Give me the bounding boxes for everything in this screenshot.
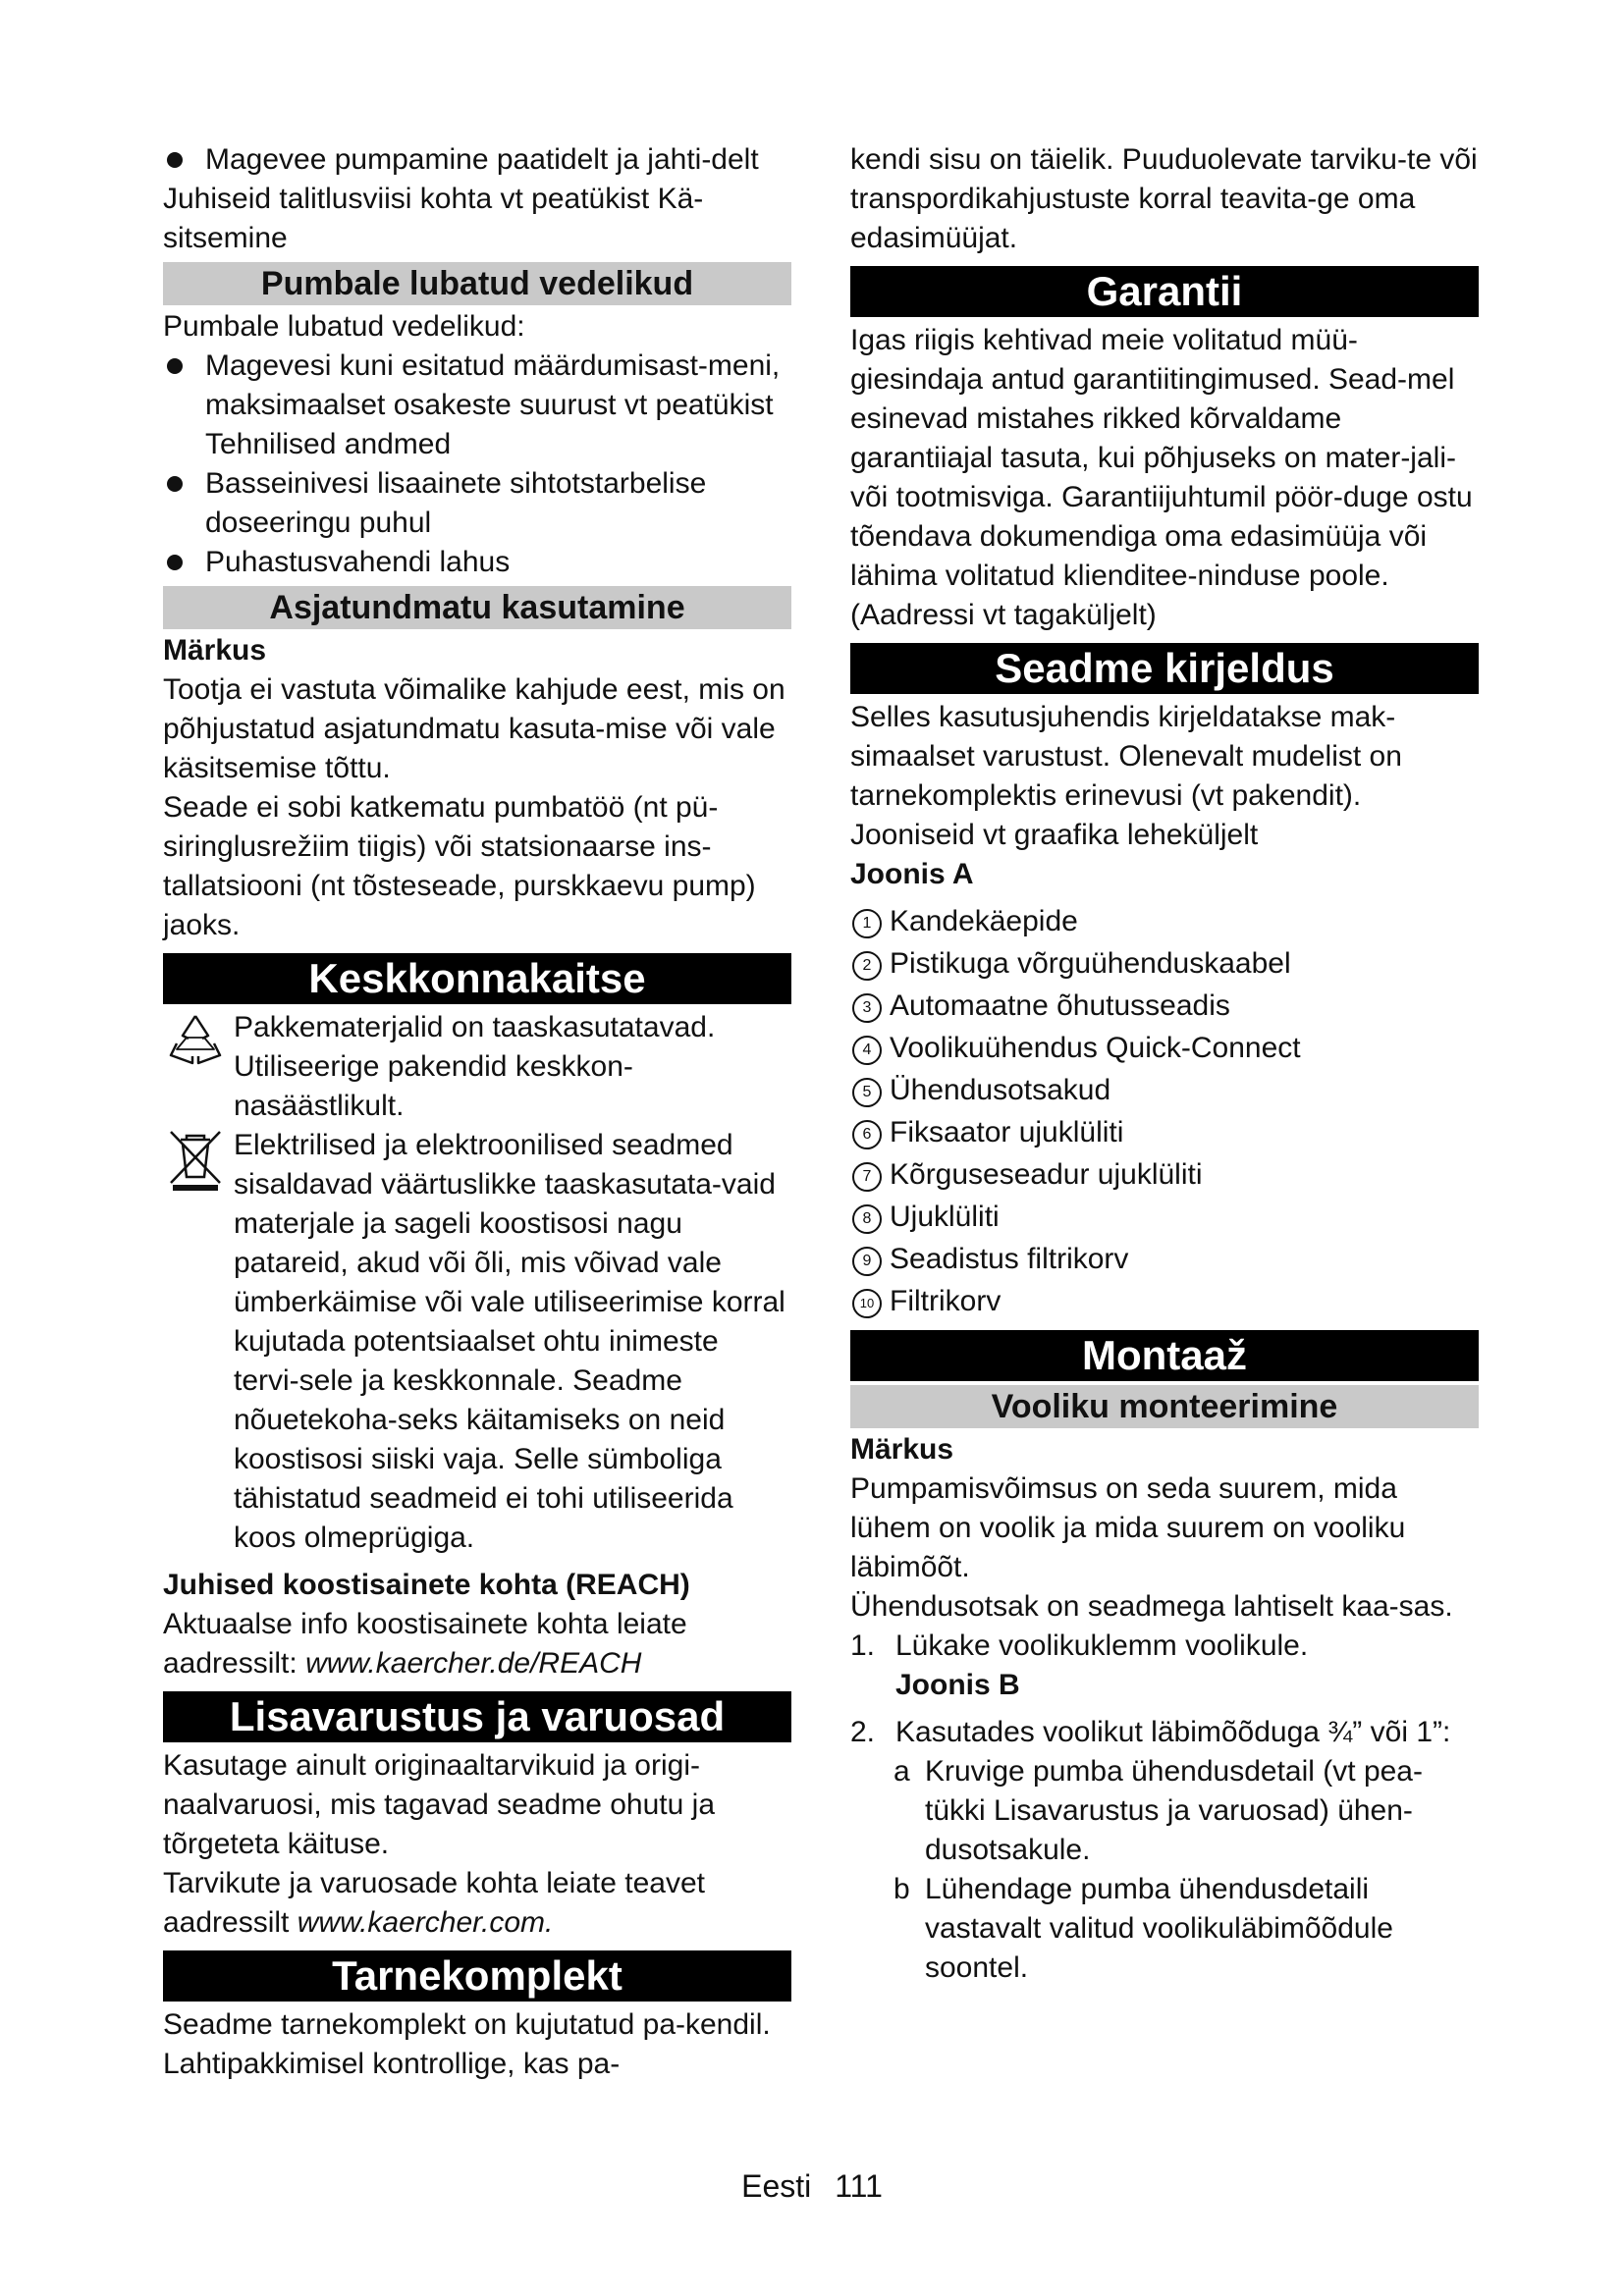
heading-assembly: Montaaž (850, 1330, 1479, 1381)
reach-link[interactable]: www.kaercher.de/REACH (305, 1647, 642, 1680)
crossed-bin-icon (163, 1126, 228, 1191)
part-number: 1 (852, 909, 882, 938)
part-item (850, 1069, 1479, 1111)
accessories-paragraph-1: Kasutage ainult originaaltarvikuid ja origi-naalvaruosi, mis tagavad seadme ohutu ja tõrgeteta käituse. (163, 1749, 716, 1860)
heading-environment: Keskkonnakaitse (163, 953, 791, 1004)
delivery-paragraph-cont: kendi sisu on täielik. Puuduolevate tarviku-te või transpordikahjustuste korral teavita-ge oma edasimüüjat. (850, 143, 1478, 254)
substep-letter: a (893, 1755, 910, 1788)
accessories-paragraph-2 (163, 1864, 791, 1943)
part-label: Filtrikorv (890, 1285, 1001, 1317)
step-number: 2. (850, 1716, 876, 1748)
note-label: Märkus (850, 1433, 954, 1466)
misuse-paragraph-2: Seade ei sobi katkematu pumbatöö (nt pü-siringlusrežiim tiigis) või statsionaarse ins-tallatsiooni (nt tõsteseade, purskkaevu pump) jaoks. (163, 791, 756, 941)
heading-hose-mounting: Vooliku monteerimine (850, 1385, 1479, 1428)
figure-a-label: Joonis A (850, 858, 974, 890)
liquid-item: Puhastusvahendi lahus (163, 543, 791, 582)
parts-list (850, 900, 1479, 1322)
step-text: Lükake voolikuklemm voolikule. (895, 1629, 1309, 1662)
usage-reference: Juhiseid talitlusviisi kohta vt peatükist Kä-sitsemine (163, 183, 704, 254)
substep-text: Kruvige pumba ühendusdetail (vt pea-tükki Lisavarustus ja varuosad) ühen-dusotsakule. (925, 1755, 1423, 1866)
part-label: Fiksaator ujuklüliti (890, 1116, 1124, 1148)
part-item (850, 1238, 1479, 1280)
heading-permitted-liquids: Pumbale lubatud vedelikud (163, 262, 791, 305)
part-item (850, 1280, 1479, 1322)
part-number: 6 (852, 1120, 882, 1149)
recycle-block (163, 1008, 791, 1126)
misuse-paragraph-1: Tootja ei vastuta võimalike kahjude eest, mis on põhjustatud asjatundmatu kasuta-mise või vale käsitsemise tõttu. (163, 673, 785, 784)
part-number: 4 (852, 1036, 882, 1065)
warranty-address: (Aadressi vt tagaküljelt) (850, 599, 1157, 631)
recycle-text: Pakkematerjalid on taaskasutatavad. Utiliseerige pakendid keskkon-nasäästlikult. (234, 1011, 716, 1122)
figure-b-label: Joonis B (895, 1669, 1020, 1701)
heading-accessories: Lisavarustus ja varuosad (163, 1691, 791, 1742)
part-number: 9 (852, 1247, 882, 1276)
part-number: 7 (852, 1162, 882, 1192)
liquid-item: Magevesi kuni esitatud määrdumisast-meni, maksimaalset osakeste suurust vt peatükist Tehnilised andmed (163, 347, 791, 464)
part-number: 8 (852, 1204, 882, 1234)
reach-heading: Juhised koostisainete kohta (REACH) (163, 1569, 690, 1601)
part-label: Seadistus filtrikorv (890, 1243, 1129, 1275)
reach-text: Aktuaalse info koostisainete kohta leiate aadressilt: (163, 1608, 687, 1680)
hose-paragraph-1: Pumpamisvõimsus on seda suurem, mida lühem on voolik ja mida suurem on vooliku läbimõõt. (850, 1472, 1406, 1583)
step-2 (850, 1713, 1479, 1752)
heading-delivery: Tarnekomplekt (163, 1950, 791, 2002)
part-item (850, 985, 1479, 1027)
heading-device-description: Seadme kirjeldus (850, 643, 1479, 694)
part-item (850, 942, 1479, 985)
part-item (850, 1196, 1479, 1238)
liquid-item: Basseinivesi lisaainete sihtotstarbelise doseeringu puhul (163, 464, 791, 543)
step-text: Kasutades voolikut läbimõõduga ¾” või 1”: (895, 1716, 1451, 1748)
substep-letter: b (893, 1873, 910, 1905)
part-number: 3 (852, 993, 882, 1023)
heading-warranty: Garantii (850, 266, 1479, 317)
accessories-link[interactable]: www.kaercher.com. (297, 1906, 554, 1939)
warranty-paragraph: Igas riigis kehtivad meie volitatud müü-giesindaja antud garantiitingimused. Sead-mel esinevad mistahes rikked kõrvaldame garantiiajal tasuta, kui põhjuseks on mater-jali- või tootmisviga. Garantiijuhtumil pöör-duge ostu tõendava dokumendiga oma edasimüüja või lähima volitatud klienditee-ninduse poole. (850, 324, 1473, 592)
part-label: Ühendusotsakud (890, 1074, 1111, 1106)
part-label: Voolikuühendus Quick-Connect (890, 1032, 1301, 1064)
part-item (850, 1027, 1479, 1069)
page-footer (0, 2166, 1624, 2206)
accessories-text: Tarvikute ja varuosade kohta leiate teavet aadressilt (163, 1867, 705, 1939)
device-figures-ref: Jooniseid vt graafika leheküljelt (850, 819, 1259, 851)
part-label: Kandekäepide (890, 905, 1078, 937)
part-item (850, 900, 1479, 942)
weee-text: Elektrilised ja elektroonilised seadmed sisaldavad väärtuslikke taaskasutata-vaid materjale ja sageli koostisosi nagu patareid, akud või õli, mis võivad vale ümberkäimise või vale utiliseerimise korral kujutada potentsiaalset ohtu inimeste tervi-sele ja keskkonnale. Seadme nõuetekoha-seks käitamiseks on neid koostisosi siiski vaja. Selle sümboliga tähistatud seadmeid ei tohi utiliseerida koos olmeprügiga. (234, 1129, 785, 1554)
part-label: Pistikuga võrguühenduskaabel (890, 947, 1291, 980)
note-label: Märkus (163, 634, 267, 667)
reach-paragraph (163, 1605, 791, 1683)
footer-language: Eesti (741, 2168, 812, 2204)
right-column (850, 140, 1479, 1988)
part-item (850, 1111, 1479, 1153)
left-column (163, 140, 791, 2084)
weee-block (163, 1126, 791, 1558)
part-label: Kõrguseseadur ujuklüliti (890, 1158, 1203, 1191)
delivery-paragraph: Seadme tarnekomplekt on kujutatud pa-kendil. Lahtipakkimisel kontrollige, kas pa- (163, 2008, 771, 2080)
liquids-intro: Pumbale lubatud vedelikud: (163, 310, 525, 343)
part-number: 5 (852, 1078, 882, 1107)
bullet-freshwater-boats: Magevee pumpamine paatidelt ja jahti-delt (163, 140, 791, 180)
substep-text: Lühendage pumba ühendusdetaili vastavalt valitud voolikuläbimõõdule soontel. (925, 1873, 1393, 1984)
heading-improper-use: Asjatundmatu kasutamine (163, 586, 791, 629)
part-label: Automaatne õhutusseadis (890, 989, 1230, 1022)
part-number: 10 (852, 1289, 882, 1318)
hose-paragraph-2: Ühendusotsak on seadmega lahtiselt kaa-sas. (850, 1590, 1453, 1623)
substep-b (850, 1870, 1479, 1988)
recycle-icon (163, 1008, 228, 1073)
page-number: 111 (835, 2168, 883, 2204)
step-1 (850, 1627, 1479, 1666)
part-item (850, 1153, 1479, 1196)
part-label: Ujuklüliti (890, 1201, 1000, 1233)
substep-a (850, 1752, 1479, 1870)
device-paragraph: Selles kasutusjuhendis kirjeldatakse mak-simaalset varustust. Olenevalt mudelist on tarnekomplektis erinevusi (vt pakendit). (850, 701, 1402, 812)
step-number: 1. (850, 1629, 876, 1662)
part-number: 2 (852, 951, 882, 981)
